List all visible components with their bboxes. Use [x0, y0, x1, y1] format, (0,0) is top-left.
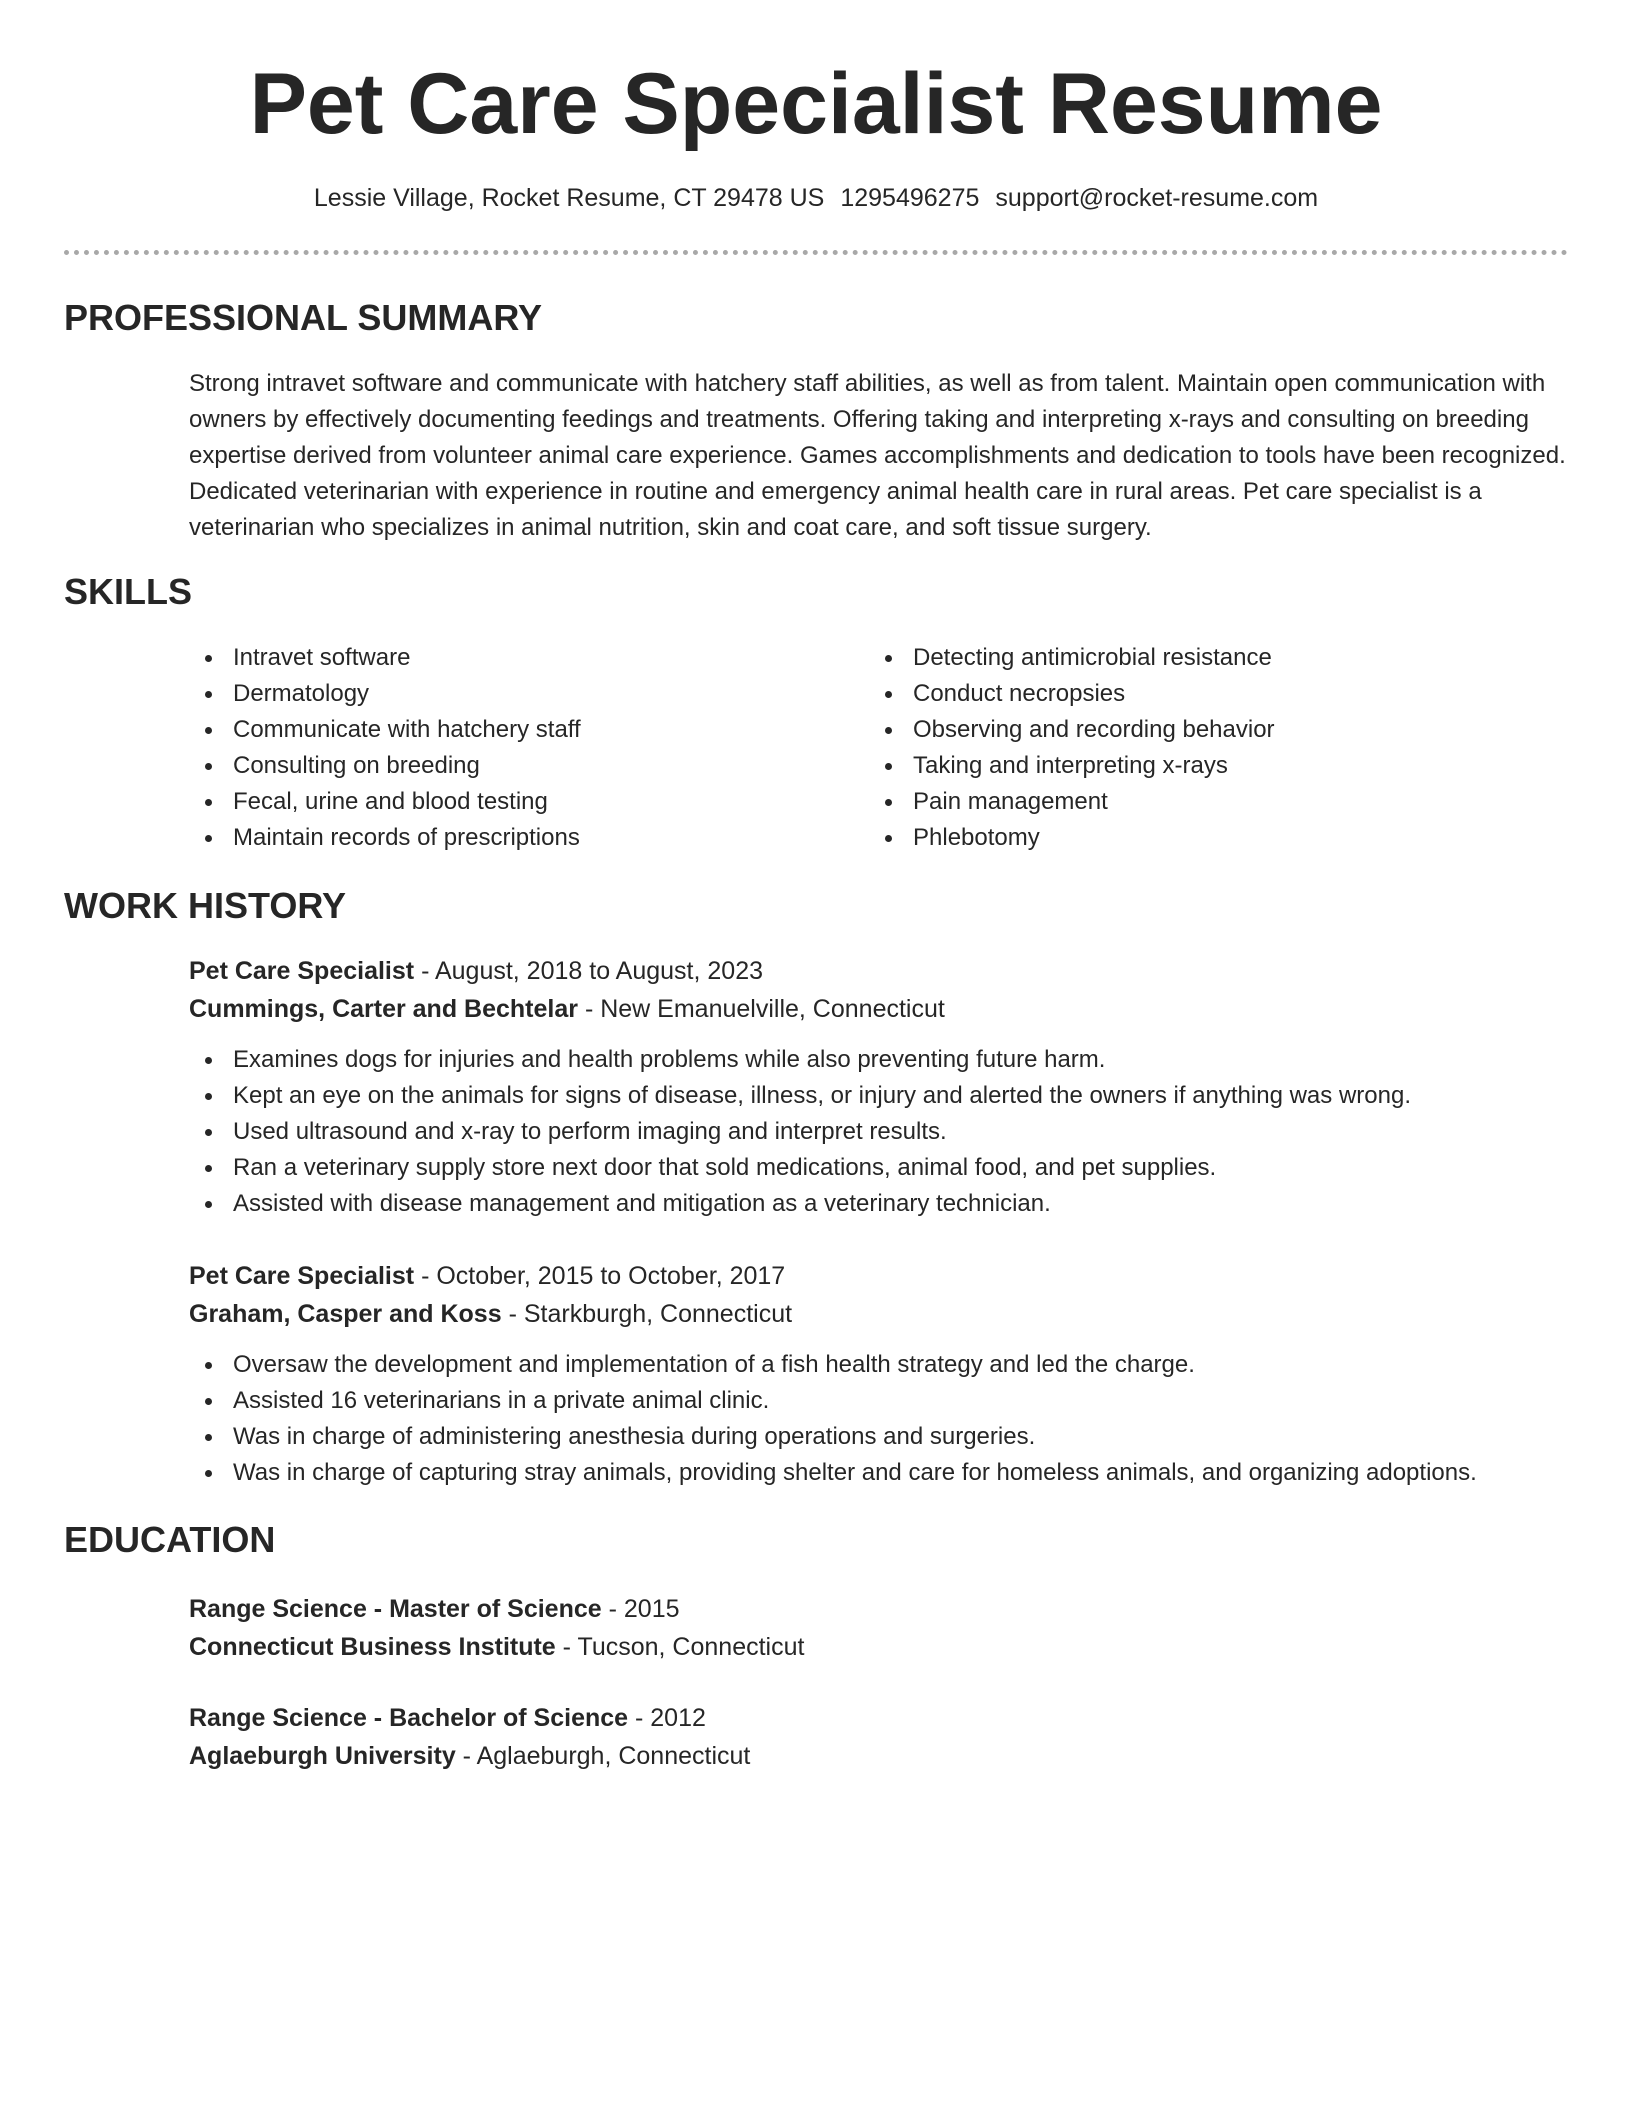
education-school-line	[189, 1628, 1569, 1666]
skill-item: Pain management	[869, 784, 1275, 820]
skill-item: Consulting on breeding	[189, 748, 581, 784]
contact-phone: 1295496275	[840, 184, 980, 212]
education-degree-line	[189, 1590, 1569, 1628]
skill-item: Intravet software	[189, 640, 581, 676]
skill-item: Phlebotomy	[869, 820, 1275, 856]
education-year: - 2012	[628, 1704, 706, 1732]
job-location: - New Emanuelville, Connecticut	[578, 995, 945, 1023]
skill-item: Communicate with hatchery staff	[189, 712, 581, 748]
education-location: - Tucson, Connecticut	[555, 1633, 805, 1661]
skill-item: Dermatology	[189, 676, 581, 712]
education-school: Connecticut Business Institute	[189, 1633, 556, 1661]
skills-list-left	[189, 640, 581, 856]
skills-list-right	[869, 640, 1275, 856]
work-history-heading: WORK HISTORY	[64, 885, 347, 926]
job-duty: Ran a veterinary supply store next door that sold medications, animal food, and pet supplies.	[189, 1150, 1569, 1186]
job-duty: Kept an eye on the animals for signs of disease, illness, or injury and alerted the owners if anything was wrong.	[189, 1078, 1569, 1114]
job-duty: Was in charge of capturing stray animals, providing shelter and care for homeless animals, and organizing adoptions.	[189, 1455, 1569, 1491]
skill-item: Maintain records of prescriptions	[189, 820, 581, 856]
job-location: - Starkburgh, Connecticut	[501, 1300, 793, 1328]
education-degree: Range Science - Master of Science	[189, 1595, 602, 1623]
job-title-line	[189, 952, 1569, 990]
job-duty: Assisted with disease management and mitigation as a veterinary technician.	[189, 1186, 1569, 1222]
job-duty: Used ultrasound and x-ray to perform imaging and interpret results.	[189, 1114, 1569, 1150]
resume-title: Pet Care Specialist Resume	[249, 56, 1383, 152]
job-company-line	[189, 1295, 1569, 1333]
job-dates: - August, 2018 to August, 2023	[414, 957, 764, 985]
summary-text: Strong intravet software and communicate with hatchery staff abilities, as well as from talent. Maintain open communication with owners by effectively documenting feedings and treatments. Offering taking and interpreting x-rays and consulting on breeding expertise derived from volunteer animal care experience. Games accomplishments and dedication to tools have been recognized. Dedicated veterinarian with experience in routine and emergency animal health care in rural areas. Pet care specialist is a veterinarian who specializes in animal nutrition, skin and coat care, and soft tissue surgery.	[189, 370, 1566, 541]
job-title: Pet Care Specialist	[189, 957, 415, 985]
job-entry	[189, 952, 1569, 1222]
header-divider	[64, 250, 1568, 255]
skill-item: Fecal, urine and blood testing	[189, 784, 581, 820]
skills-heading: SKILLS	[64, 571, 193, 612]
education-heading: EDUCATION	[64, 1519, 276, 1560]
job-entry	[189, 1257, 1569, 1491]
job-title-line	[189, 1257, 1569, 1295]
job-duties	[189, 1042, 1569, 1222]
job-duty: Examines dogs for injuries and health problems while also preventing future harm.	[189, 1042, 1569, 1078]
education-entry	[189, 1590, 1569, 1666]
job-company: Graham, Casper and Koss	[189, 1300, 502, 1328]
education-year: - 2015	[601, 1595, 680, 1623]
skill-item: Detecting antimicrobial resistance	[869, 640, 1275, 676]
job-dates: - October, 2015 to October, 2017	[414, 1262, 786, 1290]
skill-item: Conduct necropsies	[869, 676, 1275, 712]
job-company-line	[189, 990, 1569, 1028]
contact-address: Lessie Village, Rocket Resume, CT 29478 US	[313, 184, 825, 212]
education-entry	[189, 1699, 1569, 1775]
skill-item: Taking and interpreting x-rays	[869, 748, 1275, 784]
job-duty: Assisted 16 veterinarians in a private animal clinic.	[189, 1383, 1569, 1419]
skill-item: Observing and recording behavior	[869, 712, 1275, 748]
job-duty: Oversaw the development and implementation of a fish health strategy and led the charge.	[189, 1347, 1569, 1383]
education-location: - Aglaeburgh, Connecticut	[455, 1742, 751, 1770]
education-degree: Range Science - Bachelor of Science	[189, 1704, 629, 1732]
job-duty: Was in charge of administering anesthesia during operations and surgeries.	[189, 1419, 1569, 1455]
contact-line	[0, 182, 1632, 214]
education-degree-line	[189, 1699, 1569, 1737]
contact-email: support@rocket-resume.com	[995, 184, 1319, 212]
summary-heading: PROFESSIONAL SUMMARY	[64, 297, 543, 338]
job-duties	[189, 1347, 1569, 1491]
job-company: Cummings, Carter and Bechtelar	[189, 995, 578, 1023]
job-title: Pet Care Specialist	[189, 1262, 415, 1290]
education-school-line	[189, 1737, 1569, 1775]
education-school: Aglaeburgh University	[189, 1742, 456, 1770]
